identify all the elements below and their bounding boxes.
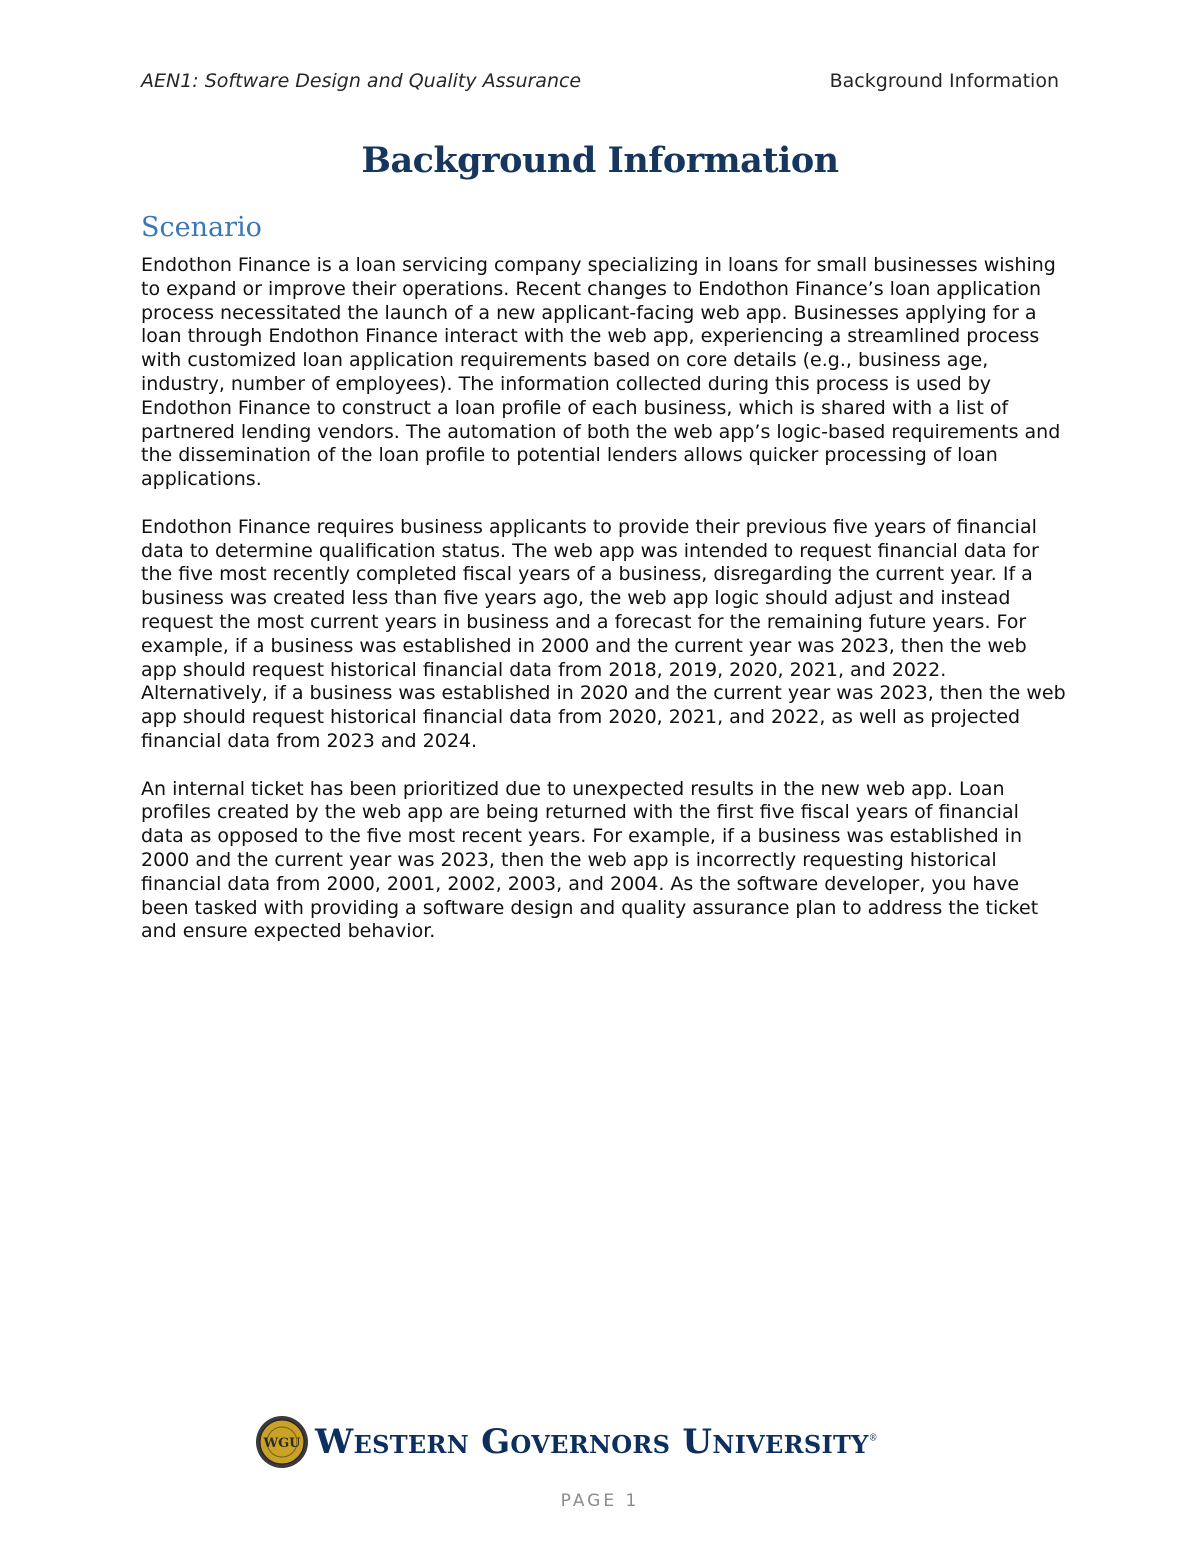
page-header [141,70,1059,98]
trademark-symbol: ® [868,1433,878,1444]
section-body [141,254,1066,968]
page-number: PAGE 1 [560,1491,640,1511]
seal-label: WGU [263,1436,301,1451]
header-course-title: AEN1: Software Design and Quality Assurance [141,70,582,92]
wgu-wordmark-text: Western Governors University [315,1422,869,1462]
paragraph: Endothon Finance is a loan servicing company specializing in loans for small businesses wishing to expand or improve their operations. Recent changes to Endothon Finance’s loan application process necessitated the launch of a new applicant-facing web app. Businesses applying for a loan through Endothon Finance interact with the web app, experiencing a streamlined process with customized loan application requirements based on core details (e.g., business age, industry, number of employees). The information collected during this process is used by Endothon Finance to construct a loan profile of each business, which is shared with a list of partnered lending vendors. The automation of both the web app’s logic-based requirements and the dissemination of the loan profile to potential lenders allows quicker processing of loan applications. [141,254,1061,491]
header-section-title: Background Information [829,70,1059,92]
wgu-logo [255,1412,915,1472]
section-heading: Scenario [141,212,262,243]
wgu-wordmark [315,1422,878,1462]
paragraph: Endothon Finance requires business applicants to provide their previous five years of financial data to determine qualification status. The web app was intended to request financial data for the five most recently completed fiscal years of a business, disregarding the current year. If a business was created less than five years ago, the web app logic should adjust and instead request the most current years in business and a forecast for the remaining future years. For example, if a business was established in 2000 and the current year was 2023, then the web app should request historical financial data from 2018, 2019, 2020, 2021, and 2022. Alternatively, if a business was established in 2020 and the current year was 2023, then the web app should request historical financial data from 2020, 2021, and 2022, as well as projected financial data from 2023 and 2024. [141,515,1066,752]
page-title: Background Information [361,140,839,181]
wgu-seal-icon [255,1415,309,1469]
paragraph: An internal ticket has been prioritized due to unexpected results in the new web app. Loan profiles created by the web app are being returned with the first five fiscal years of financial data as opposed to the five most recent years. For example, if a business was established in 2000 and the current year was 2023, then the web app is incorrectly requesting historical financial data from 2000, 2001, 2002, 2003, and 2004. As the software developer, you have been tasked with providing a software design and quality assurance plan to address the ticket and ensure expected behavior. [141,777,1039,943]
